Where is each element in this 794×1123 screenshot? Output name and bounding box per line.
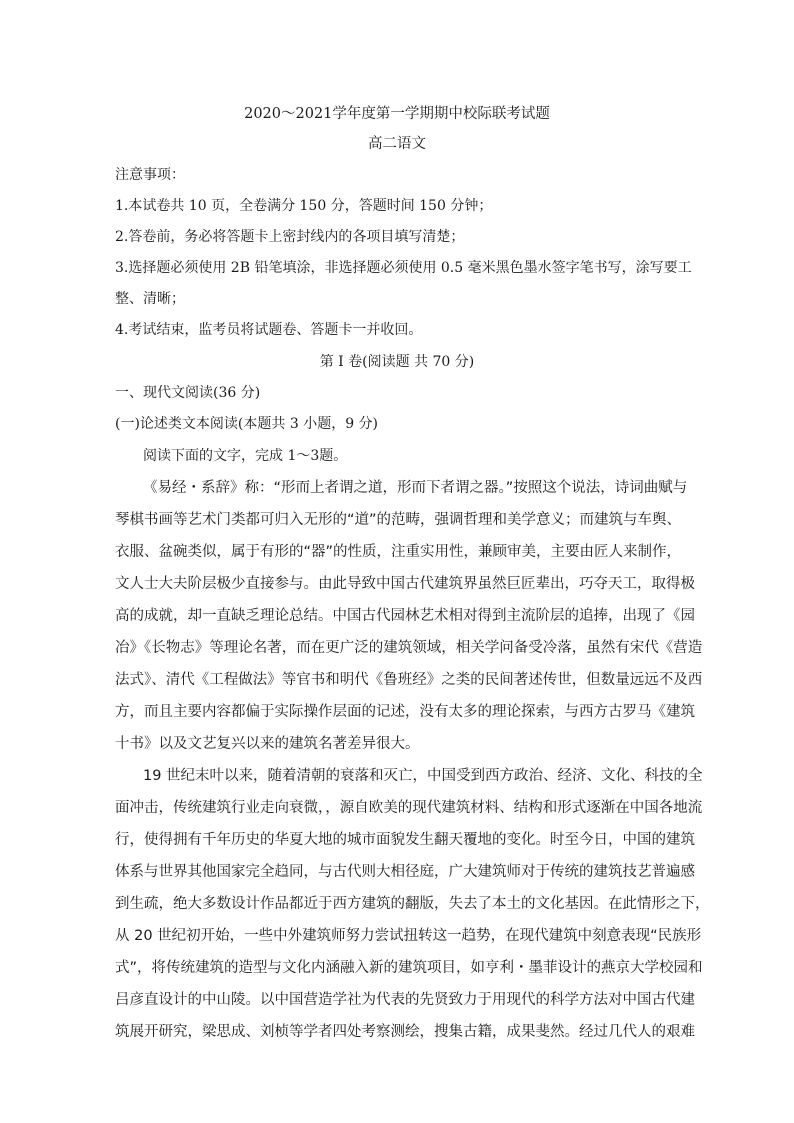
passage-line: 面冲击，传统建筑行业走向衰微，，源自欧美的现代建筑材料、结构和形式逐渐在中国各地流 (115, 800, 703, 816)
passage-line: 《易经・系辞》称：“形而上者谓之道，形而下者谓之器。”按照这个说法，诗词曲赋与 (143, 480, 688, 496)
exam-title: 2020～2021学年度第一学期期中校际联考试题 (244, 106, 550, 122)
passage-line: 到生疏，绝大多数设计作品都近于西方建筑的翻版，失去了本土的文化基因。在此情形之下， (115, 896, 710, 912)
notice-heading: 注意事项： (115, 167, 185, 183)
passage-line: 法式》、清代《工程做法》等官书和明代《鲁班经》之类的民间著述传世，但数量远远不及西 (115, 672, 703, 688)
passage-line: 筑展开研究，梁思成、刘桢等学者四处考察测绘，搜集古籍，成果斐然。经过几代人的艰难 (115, 1024, 695, 1040)
notice-item-3-cont: 整、清晰； (115, 291, 185, 307)
passage-line: 高的成就，却一直缺乏理论总结。中国古代园林艺术相对得到主流阶层的追捧，出现了《园 (115, 608, 695, 624)
notice-item-3: 3.选择题必须使用 2B 铅笔填涂，非选择题必须使用 0.5 毫米黑色墨水签字笔书写，涂写要工 (115, 260, 692, 276)
passage-line: 琴棋书画等艺术门类都可归入无形的“道”的范畴，强调哲理和美学意义；而建筑与车舆、 (115, 512, 682, 528)
passage-line: 吕彦直设计的中山陵。以中国营造学社为代表的先贤致力于用现代的科学方法对中国古代建 (115, 992, 695, 1008)
passage-line: 文人士大夫阶层极少直接参与。由此导致中国古代建筑界虽然巨匠辈出，巧夺天工，取得极 (115, 576, 695, 592)
notice-item-4: 4.考试结束，监考员将试题卷、答题卡一并收回。 (115, 322, 423, 338)
passage-line: 行，使得拥有千年历史的华夏大地的城市面貌发生翻天覆地的变化。时至今日，中国的建筑 (115, 832, 695, 848)
passage-line: 19 世纪末叶以来，随着清朝的衰落和灭亡，中国受到西方政治、经济、文化、科技的全 (143, 768, 703, 784)
passage-line: 衣服、盆碗类似，属于有形的“器”的性质，注重实用性，兼顾审美，主要由匠人来制作， (115, 544, 682, 560)
notice-item-2: 2.答卷前，务必将答题卡上密封线内的各项目填写清楚； (115, 229, 465, 245)
passage-line: 十书》以及文艺复兴以来的建筑名著差异很大。 (115, 736, 420, 752)
volume-title: 第 I 卷(阅读题 共 70 分) (319, 354, 475, 370)
part-title: 一、现代文阅读(36 分) (115, 385, 261, 401)
notice-item-1: 1.本试卷共 10 页，全卷满分 150 分，答题时间 150 分钟； (115, 198, 493, 214)
passage-line: 式”，将传统建筑的造型与文化内涵融入新的建筑项目，如亨利・墨菲设计的燕京大学校园和 (115, 960, 703, 976)
passage-line: 冶》《长物志》等理论名著，而在更广泛的建筑领域，相关学问备受冷落，虽然有宋代《营造 (115, 640, 703, 656)
passage-line: 体系与世界其他国家完全趋同，与古代则大相径庭，广大建筑师对于传统的建筑技艺普遍感 (115, 864, 695, 880)
subject-title: 高二语文 (368, 136, 426, 152)
reading-instruction: 阅读下面的文字，完成 1～3题。 (143, 448, 348, 464)
faint-watermark-mark (703, 758, 733, 778)
passage-line: 从 20 世纪初开始，一些中外建筑师努力尝试扭转这一趋势，在现代建筑中刻意表现“民族形 (115, 928, 702, 944)
passage-line: 方，而且主要内容都偏于实际操作层面的记述，没有太多的理论探索，与西方古罗马《建筑 (115, 704, 695, 720)
subsection-title: (一)论述类文本阅读(本题共 3 小题，9 分) (115, 416, 379, 432)
